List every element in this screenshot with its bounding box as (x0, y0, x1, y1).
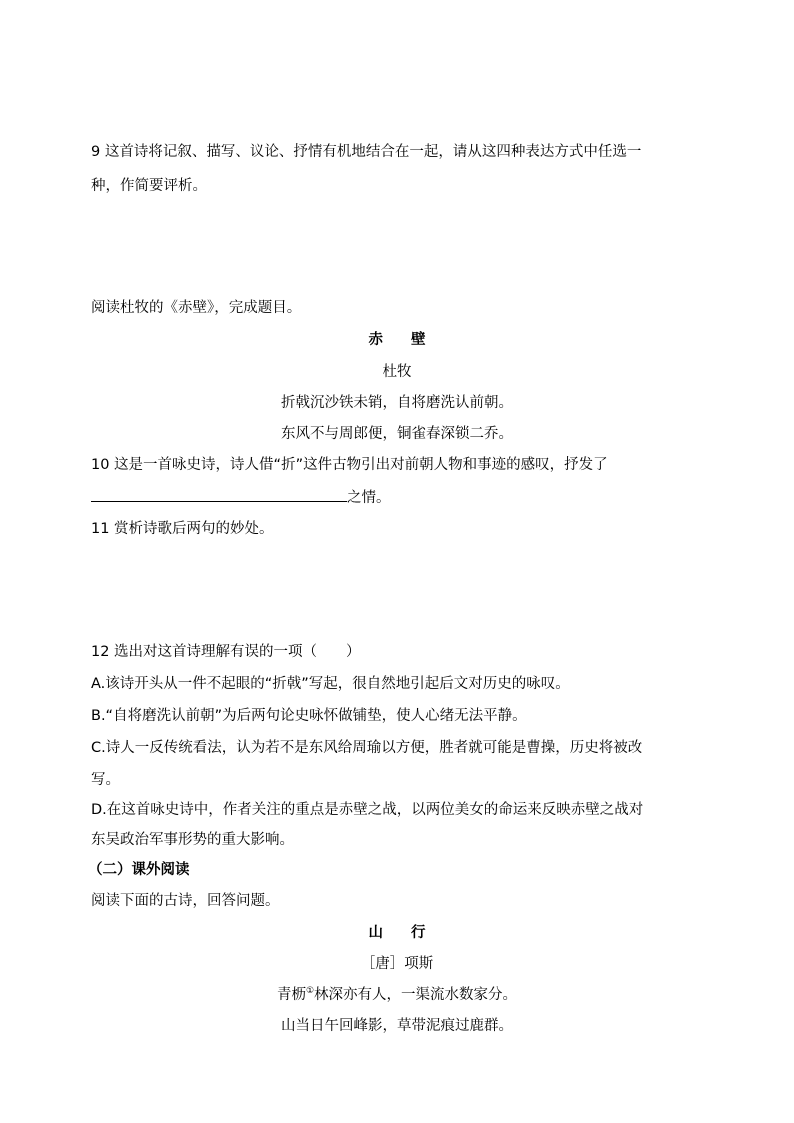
answer-blank[interactable] (91, 489, 347, 502)
question-12-option-c-line-2: 写。 (91, 772, 120, 788)
question-12-option-a: A.该诗开头从一件不起眼的“折戟”写起，很自然地引起后文对历史的咏叹。 (91, 676, 570, 692)
poem-title-chibi (0, 332, 794, 349)
reading-intro-shanxing: 阅读下面的古诗，回答问题。 (91, 893, 280, 909)
poem-shanxing-line-1-end: 林深亦有人，一渠流水数家分。 (314, 987, 518, 1003)
question-12-stem: 12 选出对这首诗理解有误的一项（ ） (91, 644, 361, 660)
poem-chibi-line-1: 折戟沉沙铁未销，自将磨洗认前朝。 (281, 395, 513, 411)
question-12-option-b: B.“自将磨洗认前朝”为后两句论史咏怀做铺垫，使人心绪无法平静。 (91, 708, 527, 724)
question-9-line-1: 9 这首诗将记叙、描写、议论、抒情有机地结合在一起，请从这四种表达方式中任选一 (91, 144, 642, 160)
poem-shanxing-line-2: 山当日午回峰影，草带泥痕过鹿群。 (281, 1018, 513, 1034)
question-10-line-1: 10 这是一首咏史诗，诗人借“折”这件古物引出对前朝人物和事迹的感叹，抒发了 (91, 457, 608, 473)
poem-shanxing-line-1-start: 青枥 (276, 987, 306, 1003)
poem-title-shanxing-char-2: 行 (411, 925, 426, 941)
poem-title-shanxing-char-1: 山 (368, 925, 383, 941)
question-10-line-2 (91, 489, 703, 507)
question-10-suffix: 之情。 (347, 490, 391, 506)
poem-title-chibi-char-1: 赤 (368, 332, 383, 348)
poem-author-chibi: 杜牧 (382, 364, 412, 380)
question-9-line-2: 种，作简要评析。 (91, 178, 207, 194)
poem-title-chibi-char-2: 壁 (411, 332, 426, 348)
poem-chibi-line-2: 东风不与周郎便，铜雀春深锁二乔。 (281, 426, 513, 442)
poem-shanxing-line-1 (0, 987, 794, 1004)
poem-author-shanxing: ［唐］项斯 (360, 956, 434, 972)
question-12-option-d-line-1: D.在这首咏史诗中，作者关注的重点是赤壁之战，以两位美女的命运来反映赤壁之战对 (91, 802, 644, 818)
poem-title-shanxing (0, 925, 794, 942)
reading-intro-chibi: 阅读杜牧的《赤壁》，完成题目。 (91, 300, 302, 316)
question-12-option-d-line-2: 东吴政治军事形势的重大影响。 (91, 832, 294, 848)
section-heading-extracurricular: （二）课外阅读 (88, 862, 190, 878)
question-11: 11 赏析诗歌后两句的妙处。 (91, 521, 274, 537)
footnote-marker: ① (305, 986, 315, 997)
question-12-option-c-line-1: C.诗人一反传统看法，认为若不是东风给周瑜以方便，胜者就可能是曹操，历史将被改 (91, 740, 643, 756)
